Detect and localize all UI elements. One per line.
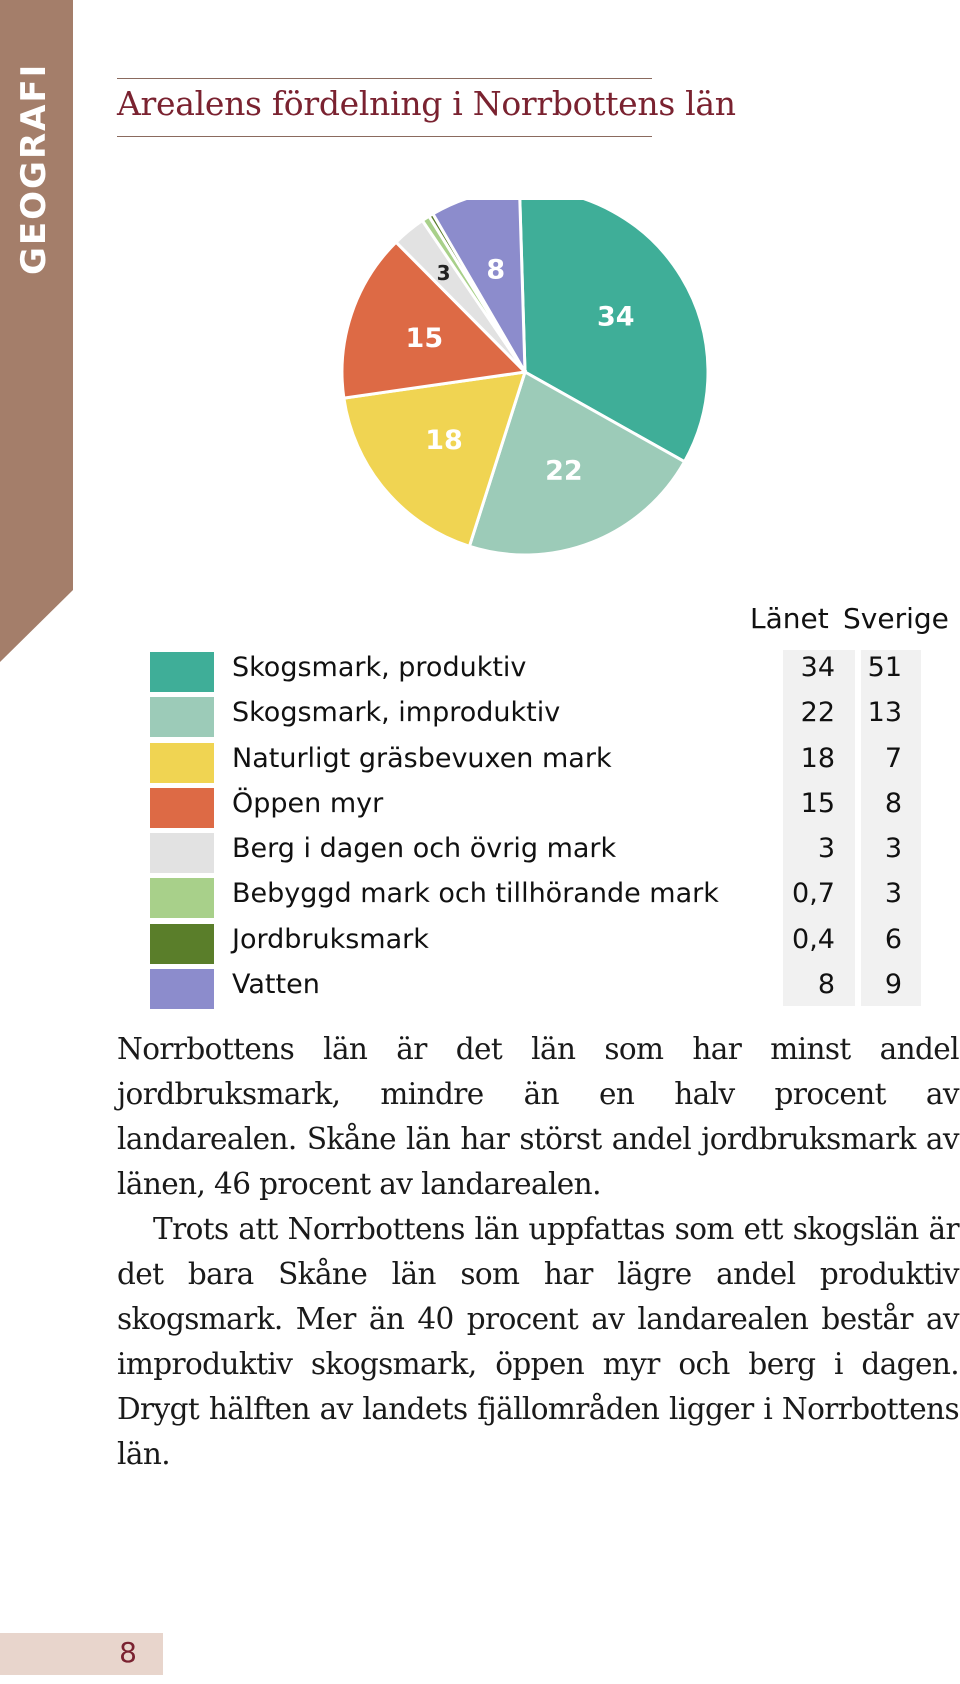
value-sverige: 9 bbox=[884, 969, 902, 1001]
value-sverige: 3 bbox=[884, 878, 902, 910]
page-number: 8 bbox=[119, 1636, 137, 1669]
legend-label: Berg i dagen och övrig mark bbox=[232, 833, 617, 865]
value-lan: 22 bbox=[800, 697, 835, 729]
legend-row bbox=[150, 876, 920, 921]
legend-swatch bbox=[150, 833, 214, 873]
value-sverige: 13 bbox=[867, 697, 902, 729]
legend-label: Skogsmark, produktiv bbox=[232, 652, 527, 683]
value-lan: 0,4 bbox=[792, 923, 835, 955]
legend-row bbox=[150, 695, 920, 740]
column-header-lan: Länet bbox=[750, 602, 829, 635]
value-sverige: 7 bbox=[884, 742, 902, 774]
value-lan: 3 bbox=[817, 833, 835, 865]
pie-data-label: 22 bbox=[545, 455, 583, 487]
value-lan: 18 bbox=[800, 742, 835, 774]
legend-table bbox=[150, 650, 920, 1012]
column-header-sverige: Sverige bbox=[843, 602, 949, 635]
paragraph: Trots att Norrbottens län uppfattas som ett skogslän är det bara Skåne län som har lägre andel produktiv skogsmark. Mer än 40 procent av landarealen består av improduktiv skogsmark, öppen myr och berg i dagen. Drygt hälften av landets fjällområden ligger i Norrbottens län. bbox=[117, 1212, 959, 1471]
legend-label: Skogsmark, improduktiv bbox=[232, 697, 561, 729]
legend-swatch bbox=[150, 788, 214, 828]
value-sverige: 3 bbox=[884, 833, 902, 865]
legend-row bbox=[150, 786, 920, 831]
title-rule-top bbox=[117, 78, 652, 79]
legend-row bbox=[150, 741, 920, 786]
pie-data-label: 18 bbox=[425, 425, 463, 457]
title-rule-bottom bbox=[117, 136, 652, 137]
pie-chart bbox=[300, 200, 750, 600]
legend-label: Jordbruksmark bbox=[232, 923, 429, 955]
legend-row bbox=[150, 831, 920, 876]
legend-label: Bebyggd mark och tillhörande mark bbox=[232, 878, 719, 910]
pie-data-label: 15 bbox=[405, 322, 444, 354]
legend-swatch bbox=[150, 924, 214, 964]
pie-chart-svg bbox=[300, 200, 750, 600]
value-sverige: 51 bbox=[867, 652, 902, 683]
legend-swatch bbox=[150, 969, 214, 1009]
legend-row bbox=[150, 922, 920, 967]
legend-swatch bbox=[150, 652, 214, 692]
value-lan: 0,7 bbox=[792, 878, 835, 910]
paragraph: Norrbottens län är det län som har minst andel jordbruksmark, mindre än en halv procent av landarealen. Skåne län har störst andel jordbruksmark av länen, 46 procent av landarealen. bbox=[117, 1032, 959, 1201]
value-lan: 34 bbox=[800, 652, 835, 683]
legend-row bbox=[150, 650, 920, 695]
pie-data-label: 8 bbox=[486, 254, 506, 286]
page-number-box bbox=[0, 1633, 163, 1675]
body-text bbox=[117, 1027, 959, 1477]
value-lan: 15 bbox=[800, 787, 835, 819]
pie-data-label: 34 bbox=[597, 301, 635, 333]
value-lan: 8 bbox=[817, 969, 835, 1001]
pie-data-label: 3 bbox=[436, 261, 451, 286]
legend-label: Öppen myr bbox=[232, 787, 384, 819]
legend-swatch bbox=[150, 697, 214, 737]
section-tab-label: GEOGRAFI bbox=[14, 62, 54, 275]
legend-swatch bbox=[150, 878, 214, 918]
value-sverige: 8 bbox=[884, 787, 902, 819]
legend-label: Naturligt gräsbevuxen mark bbox=[232, 742, 612, 774]
value-sverige: 6 bbox=[884, 923, 902, 955]
legend-label: Vatten bbox=[232, 969, 320, 1001]
legend-row bbox=[150, 967, 920, 1012]
chart-title: Arealens fördelning i Norrbottens län bbox=[117, 84, 736, 123]
legend-swatch bbox=[150, 743, 214, 783]
